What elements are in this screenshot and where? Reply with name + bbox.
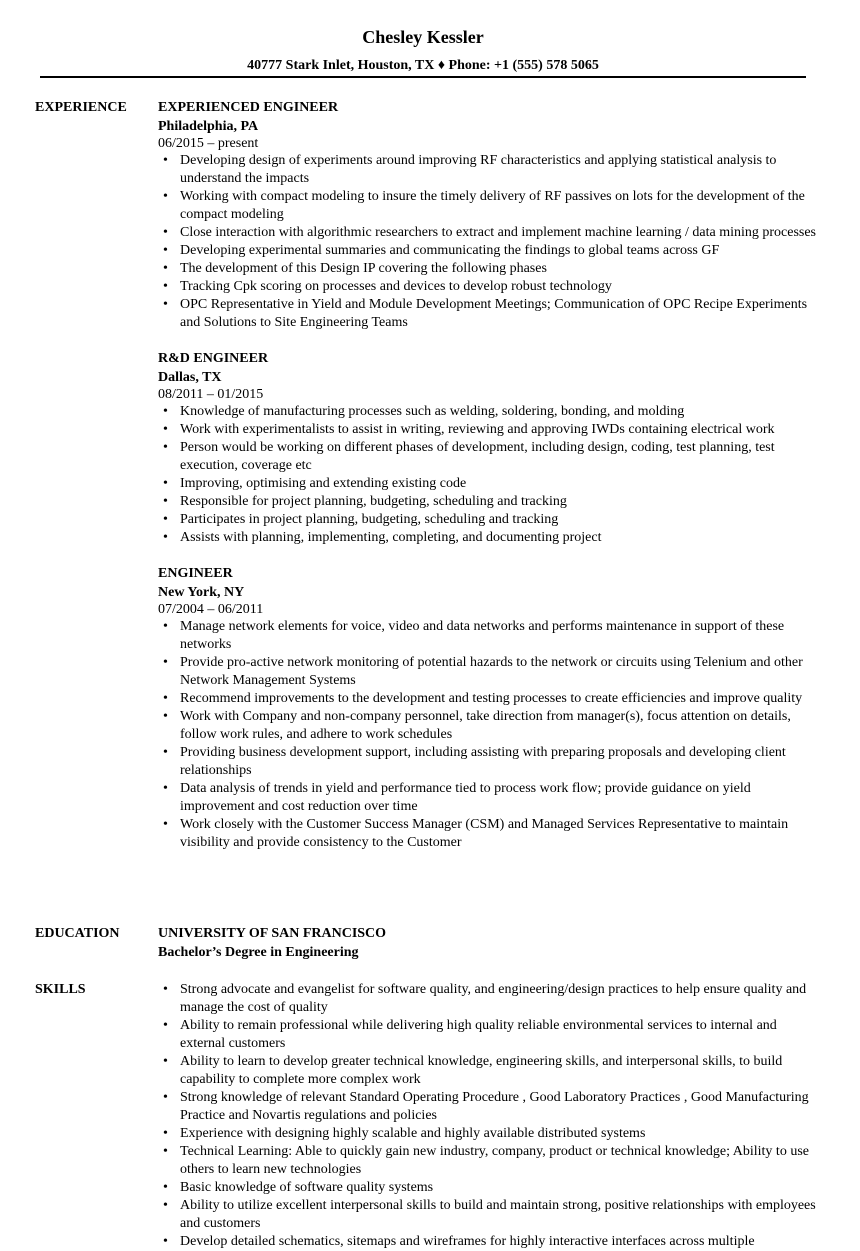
list-item: • Work with experimentalists to assist in writing, reviewing and approving IWDs containing electrical work bbox=[163, 422, 775, 437]
job-entry bbox=[158, 350, 818, 547]
bullet-icon: • bbox=[163, 781, 168, 796]
bullet-icon: • bbox=[163, 225, 168, 240]
bullet-icon: • bbox=[163, 1018, 168, 1033]
bullet-icon: • bbox=[163, 691, 168, 706]
bullet-icon: • bbox=[163, 189, 168, 204]
contact-line bbox=[40, 57, 806, 75]
bullet-icon: • bbox=[163, 745, 168, 760]
section-label-experience: EXPERIENCE bbox=[35, 100, 127, 115]
bullet-icon: • bbox=[163, 982, 168, 997]
diamond-separator-icon: ♦ bbox=[437, 58, 446, 73]
job-entry bbox=[158, 99, 818, 332]
bullet-icon: • bbox=[163, 1198, 168, 1213]
bullet-icon: • bbox=[163, 422, 168, 437]
list-item: • Person would be working on different phases of development, including design, coding, test planning, test execution, coverage etc bbox=[163, 440, 775, 473]
job-title: ENGINEER bbox=[158, 566, 233, 581]
school-name: UNIVERSITY OF SAN FRANCISCO bbox=[158, 926, 387, 941]
job-bullets bbox=[158, 618, 818, 852]
bullet-icon: • bbox=[163, 1054, 168, 1069]
skills-body bbox=[158, 981, 818, 1251]
bullet-icon: • bbox=[163, 261, 168, 276]
list-item: • Providing business development support, including assisting with preparing proposals and developing client relationships bbox=[163, 745, 786, 778]
bullet-icon: • bbox=[163, 619, 168, 634]
list-item: • Data analysis of trends in yield and performance tied to process work flow; provide guidance on yield improvement and cost reduction over time bbox=[163, 781, 751, 814]
bullet-icon: • bbox=[163, 817, 168, 832]
address: 40777 Stark Inlet, Houston, TX bbox=[247, 58, 435, 73]
list-item: • Improving, optimising and extending existing code bbox=[163, 476, 467, 491]
bullet-icon: • bbox=[163, 1090, 168, 1105]
list-item: • Strong advocate and evangelist for software quality, and engineering/design practices to help ensure quality and manage the cost of quality bbox=[163, 982, 807, 1015]
bullet-icon: • bbox=[163, 512, 168, 527]
header-divider bbox=[40, 76, 806, 78]
bullet-icon: • bbox=[163, 494, 168, 509]
list-item: • OPC Representative in Yield and Module Development Meetings; Communication of OPC Recipe Experiments and Solutions to Site Engineering Teams bbox=[163, 297, 808, 330]
list-item: • Work closely with the Customer Success Manager (CSM) and Managed Services Representative to maintain visibility and provide consistency to the Customer bbox=[163, 817, 789, 850]
experience-body bbox=[158, 99, 818, 870]
job-dates: 07/2004 – 06/2011 bbox=[158, 602, 264, 617]
list-item: • Developing experimental summaries and communicating the findings to global teams across GF bbox=[163, 243, 720, 258]
job-location: Dallas, TX bbox=[158, 370, 222, 385]
list-item: • Assists with planning, implementing, completing, and documenting project bbox=[163, 530, 602, 545]
list-item: • Experience with designing highly scalable and highly available distributed systems bbox=[163, 1126, 646, 1141]
list-item: • Participates in project planning, budgeting, scheduling and tracking bbox=[163, 512, 559, 527]
list-item: • Responsible for project planning, budgeting, scheduling and tracking bbox=[163, 494, 567, 509]
list-item: • Ability to utilize excellent interpersonal skills to build and maintain strong, positive relationships with employees and customers bbox=[163, 1198, 816, 1231]
job-bullets bbox=[158, 403, 818, 547]
bullet-icon: • bbox=[163, 1234, 168, 1249]
job-dates: 06/2015 – present bbox=[158, 136, 259, 151]
bullet-icon: • bbox=[163, 297, 168, 312]
job-bullets bbox=[158, 152, 818, 332]
list-item: • Close interaction with algorithmic researchers to extract and implement machine learning / data mining processes bbox=[163, 225, 817, 240]
job-dates: 08/2011 – 01/2015 bbox=[158, 387, 264, 402]
bullet-icon: • bbox=[163, 279, 168, 294]
education-body bbox=[158, 925, 818, 963]
bullet-icon: • bbox=[163, 1144, 168, 1159]
bullet-icon: • bbox=[163, 404, 168, 419]
list-item: • Ability to remain professional while delivering high quality reliable environmental services to internal and external customers bbox=[163, 1018, 777, 1051]
phone: Phone: +1 (555) 578 5065 bbox=[448, 58, 599, 73]
bullet-icon: • bbox=[163, 709, 168, 724]
list-item: • Provide pro-active network monitoring of potential hazards to the network or circuits using Telenium and other Network Management Systems bbox=[163, 655, 803, 688]
list-item: • Basic knowledge of software quality systems bbox=[163, 1180, 434, 1195]
bullet-icon: • bbox=[163, 1180, 168, 1195]
section-label-skills: SKILLS bbox=[35, 982, 86, 997]
list-item: • Manage network elements for voice, video and data networks and performs maintenance in support of these networks bbox=[163, 619, 785, 652]
resume-header bbox=[40, 26, 806, 75]
bullet-icon: • bbox=[163, 1126, 168, 1141]
list-item: • Knowledge of manufacturing processes such as welding, soldering, bonding, and molding bbox=[163, 404, 685, 419]
list-item: • Strong knowledge of relevant Standard Operating Procedure , Good Laboratory Practices , Good Manufacturing Practice and Novartis regulations and policies bbox=[163, 1090, 809, 1123]
list-item: • Tracking Cpk scoring on processes and devices to develop robust technology bbox=[163, 279, 612, 294]
job-title: R&D ENGINEER bbox=[158, 351, 269, 366]
list-item: • Developing design of experiments around improving RF characteristics and applying statistical analysis to understand the impacts bbox=[163, 153, 777, 186]
list-item: • Recommend improvements to the development and testing processes to create efficiencies and improve quality bbox=[163, 691, 803, 706]
bullet-icon: • bbox=[163, 153, 168, 168]
bullet-icon: • bbox=[163, 476, 168, 491]
list-item: • Work with Company and non-company personnel, take direction from manager(s), focus attention on details, follow work rules, and adhere to work schedules bbox=[163, 709, 791, 742]
degree: Bachelor’s Degree in Engineering bbox=[158, 945, 359, 960]
list-item: • Ability to learn to develop greater technical knowledge, engineering skills, and interpersonal skills, to build capability to complete more complex work bbox=[163, 1054, 783, 1087]
bullet-icon: • bbox=[163, 530, 168, 545]
section-label-education: EDUCATION bbox=[35, 926, 120, 941]
skills-bullets bbox=[158, 981, 818, 1251]
list-item: • The development of this Design IP covering the following phases bbox=[163, 261, 547, 276]
bullet-icon: • bbox=[163, 243, 168, 258]
list-item: • Working with compact modeling to insure the timely delivery of RF passives on lots for the development of the compact modeling bbox=[163, 189, 805, 222]
job-location: New York, NY bbox=[158, 585, 245, 600]
list-item: • Develop detailed schematics, sitemaps and wireframes for highly interactive interfaces across multiple bbox=[163, 1234, 755, 1249]
bullet-icon: • bbox=[163, 440, 168, 455]
bullet-icon: • bbox=[163, 655, 168, 670]
list-item: • Technical Learning: Able to quickly gain new industry, company, product or technical knowledge; Ability to use others to learn new technologies bbox=[163, 1144, 809, 1177]
job-title: EXPERIENCED ENGINEER bbox=[158, 100, 339, 115]
job-location: Philadelphia, PA bbox=[158, 119, 259, 134]
job-entry bbox=[158, 565, 818, 852]
candidate-name: Chesley Kessler bbox=[362, 27, 484, 47]
